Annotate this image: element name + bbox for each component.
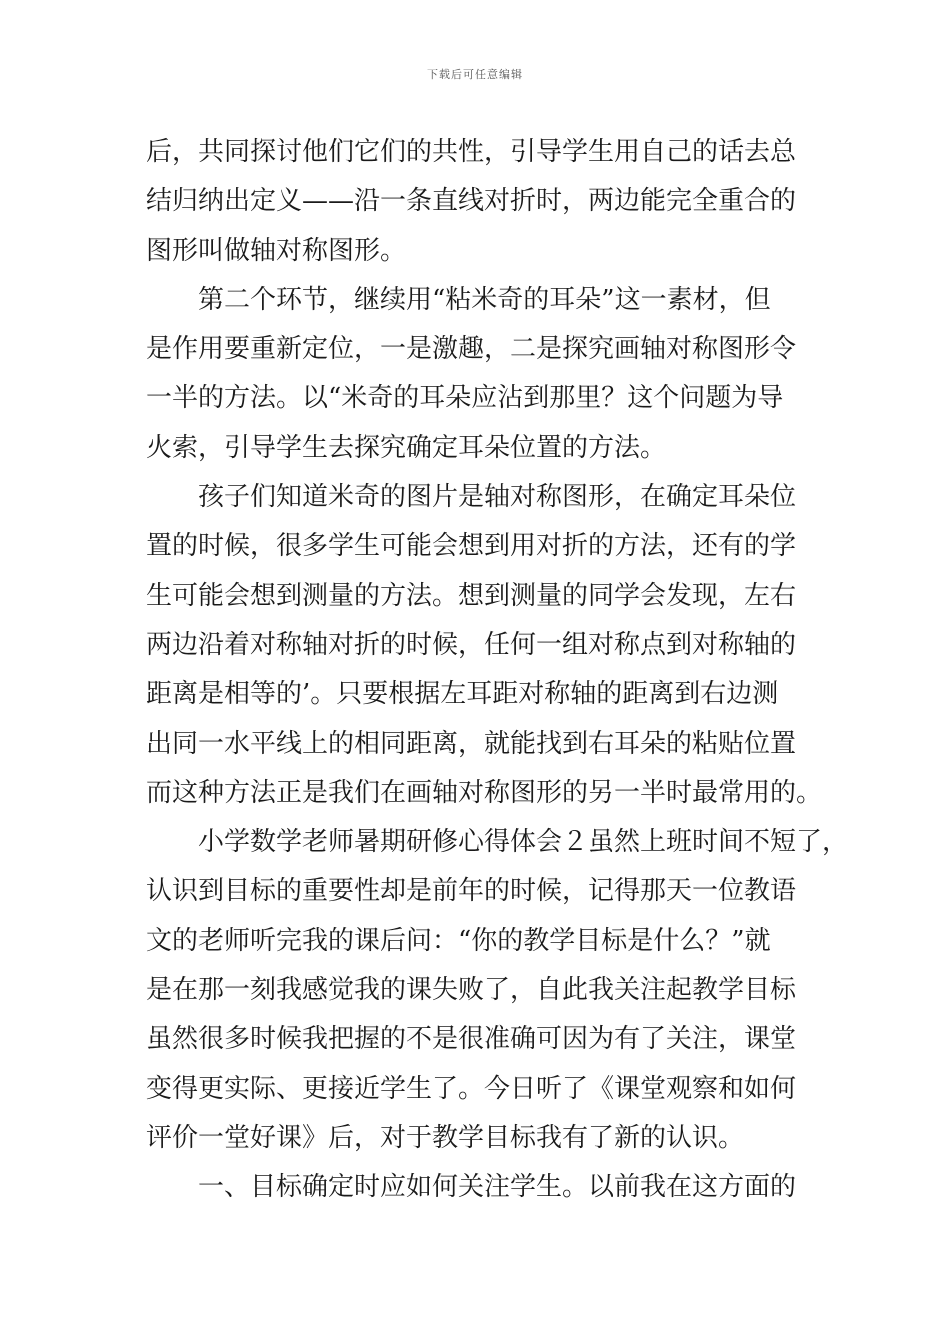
paragraph-start-line: 第二个环节，继续用“粘米奇的耳朵”这一素材，但 (198, 284, 771, 315)
text-line: 生可能会想到测量的方法。想到测量的同学会发现，左右 (146, 580, 797, 611)
text-line: 评价一堂好课》后，对于教学目标我有了新的认识。 (146, 1122, 745, 1153)
text-line: 置的时候，很多学生可能会想到用对折的方法，还有的学 (146, 531, 797, 562)
paragraph-start-line: 小学数学老师暑期研修心得体会２虽然上班时间不短了， (198, 827, 849, 858)
document-body (146, 128, 849, 1213)
text-line: 两边沿着对称轴对折的时候，任何一组对称点到对称轴的 (146, 629, 797, 660)
text-line: 距离是相等的’。只要根据左耳距对称轴的距离到右边测 (146, 679, 779, 710)
text-line: 认识到目标的重要性却是前年的时候，记得那天一位教语 (146, 876, 797, 907)
paragraph-start-line: 一、目标确定时应如何关注学生。以前我在这方面的 (198, 1172, 797, 1203)
text-line: 而这种方法正是我们在画轴对称图形的另一半时最常用的。 (146, 777, 823, 808)
text-line: 变得更实际、更接近学生了。今日听了《课堂观察和如何 (146, 1073, 797, 1104)
text-line: 图形叫做轴对称图形。 (146, 235, 407, 266)
text-line: 后，共同探讨他们它们的共性，引导学生用自己的话去总 (146, 137, 797, 167)
text-line: 一半的方法。以“米奇的耳朵应沾到那里？这个问题为导 (146, 383, 784, 414)
text-line: 文的老师听完我的课后问：“你的教学目标是什么？”就 (146, 925, 771, 956)
text-line: 是作用要重新定位，一是激趣，二是探究画轴对称图形令 (146, 334, 797, 365)
text-line: 火索，引导学生去探究确定耳朵位置的方法。 (146, 432, 667, 463)
text-line: 虽然很多时候我把握的不是很准确可因为有了关注，课堂 (146, 1024, 797, 1055)
paragraph-start-line: 孩子们知道米奇的图片是轴对称图形，在确定耳朵位 (198, 482, 797, 513)
text-line: 是在那一刻我感觉我的课失败了，自此我关注起教学目标 (146, 975, 797, 1006)
text-line: 结归纳出定义——沿一条直线对折时，两边能完全重合的 (146, 186, 797, 217)
text-line: 出同一水平线上的相同距离，就能找到右耳朵的粘贴位置 (146, 728, 797, 759)
page-header: 下载后可任意编辑 (427, 68, 523, 81)
